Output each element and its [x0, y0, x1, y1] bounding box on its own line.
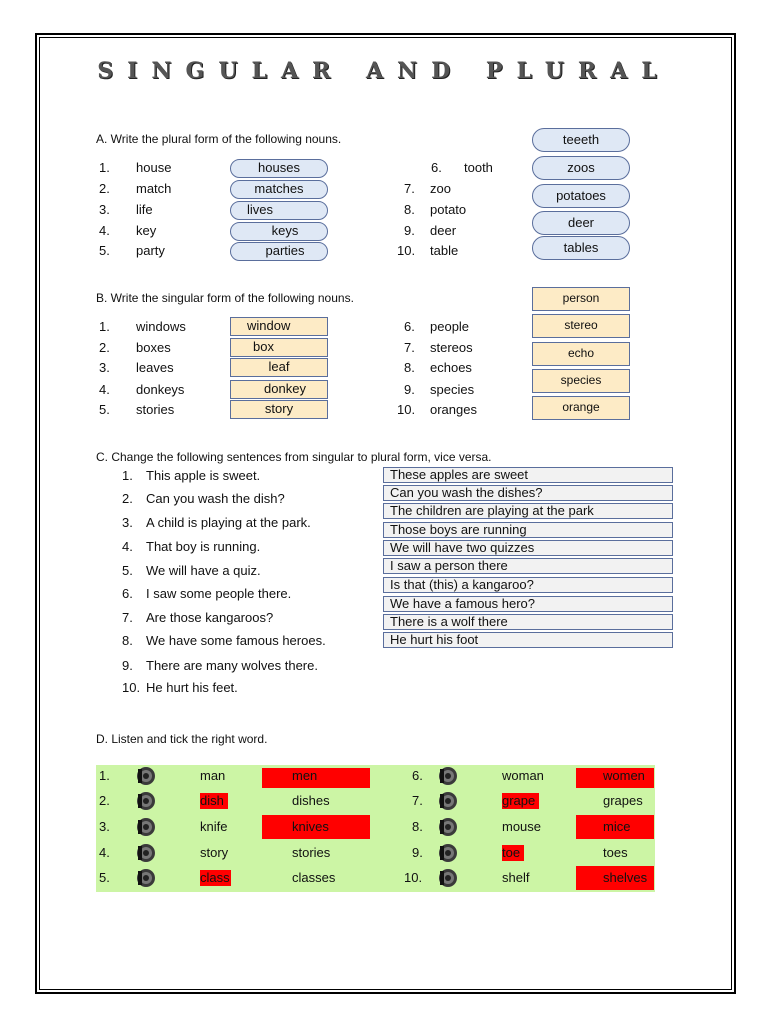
a-num-6: 6.	[431, 160, 442, 175]
b-num-2: 2.	[99, 340, 110, 355]
b-word-6: people	[430, 319, 470, 334]
c-answer-5[interactable]: We will have two quizzes	[383, 540, 673, 556]
c-sentence-8: We have some famous heroes.	[146, 633, 326, 648]
a-answer-1[interactable]: houses	[230, 159, 328, 178]
a-num-5: 5.	[99, 243, 110, 258]
section-b-instruction: B. Write the singular form of the following nouns.	[96, 291, 354, 305]
b-word-4: donkeys	[136, 382, 185, 397]
a-num-8: 8.	[404, 202, 415, 217]
speaker-icon[interactable]	[438, 817, 458, 837]
c-answer-4[interactable]: Those boys are running	[383, 522, 673, 538]
page-title: SINGULAR AND PLURAL	[97, 58, 671, 84]
b-answer-5[interactable]: story	[230, 400, 328, 419]
b-answer-9[interactable]: species	[532, 369, 630, 393]
c-answer-2[interactable]: Can you wash the dishes?	[383, 485, 673, 501]
b-answer-7[interactable]: stereo	[532, 314, 630, 338]
c-sentence-6: I saw some people there.	[146, 586, 292, 601]
speaker-icon[interactable]	[438, 791, 458, 811]
speaker-icon[interactable]	[438, 843, 458, 863]
b-num-8: 8.	[404, 360, 415, 375]
b-word-5: stories	[136, 402, 175, 417]
d-word-story[interactable]: story	[200, 845, 229, 860]
section-a-instruction: A. Write the plural form of the following nouns.	[96, 132, 342, 146]
speaker-icon[interactable]	[136, 868, 156, 888]
d-num-9: 9.	[412, 845, 423, 860]
d-word-mouse[interactable]: mouse	[502, 819, 542, 834]
c-sentence-9: There are many wolves there.	[146, 658, 318, 673]
c-answer-10[interactable]: He hurt his foot	[383, 632, 673, 648]
a-word-4: key	[136, 223, 157, 238]
a-answer-6[interactable]: teeeth	[532, 128, 630, 152]
d-word-mice[interactable]: mice	[603, 819, 631, 834]
b-answer-8[interactable]: echo	[532, 342, 630, 366]
d-num-8: 8.	[412, 819, 423, 834]
d-num-6: 6.	[412, 768, 423, 783]
c-sentence-7: Are those kangaroos?	[146, 610, 274, 625]
d-word-knife[interactable]: knife	[200, 819, 228, 834]
speaker-icon[interactable]	[438, 766, 458, 786]
d-word-toe[interactable]: toe	[502, 845, 521, 860]
a-num-1: 1.	[99, 160, 110, 175]
a-word-2: match	[136, 181, 172, 196]
a-num-4: 4.	[99, 223, 110, 238]
b-answer-4[interactable]: donkey	[230, 380, 328, 399]
c-num-8: 8.	[122, 633, 133, 648]
b-num-4: 4.	[99, 382, 110, 397]
b-word-7: stereos	[430, 340, 473, 355]
c-answer-1[interactable]: These apples are sweet	[383, 467, 673, 483]
b-word-2: boxes	[136, 340, 171, 355]
d-num-7: 7.	[412, 793, 423, 808]
a-answer-9[interactable]: deer	[532, 211, 630, 235]
b-answer-6[interactable]: person	[532, 287, 630, 311]
a-word-9: deer	[430, 223, 457, 238]
speaker-icon[interactable]	[136, 766, 156, 786]
c-num-6: 6.	[122, 586, 133, 601]
d-num-1: 1.	[99, 768, 110, 783]
d-word-stories[interactable]: stories	[292, 845, 331, 860]
d-word-shelves[interactable]: shelves	[603, 870, 648, 885]
a-answer-7[interactable]: zoos	[532, 156, 630, 180]
a-word-8: potato	[430, 202, 467, 217]
listen-table	[96, 765, 655, 892]
d-word-classes[interactable]: classes	[292, 870, 336, 885]
speaker-icon[interactable]	[136, 817, 156, 837]
c-num-7: 7.	[122, 610, 133, 625]
c-num-2: 2.	[122, 491, 133, 506]
c-answer-9[interactable]: There is a wolf there	[383, 614, 673, 630]
a-word-7: zoo	[430, 181, 451, 196]
c-sentence-10: He hurt his feet.	[146, 680, 238, 695]
d-word-knives[interactable]: knives	[292, 819, 329, 834]
c-num-9: 9.	[122, 658, 133, 673]
b-num-6: 6.	[404, 319, 415, 334]
a-num-10: 10.	[397, 243, 416, 258]
a-num-3: 3.	[99, 202, 110, 217]
b-word-10: oranges	[430, 402, 477, 417]
b-word-1: windows	[136, 319, 186, 334]
c-num-4: 4.	[122, 539, 133, 554]
b-word-8: echoes	[430, 360, 472, 375]
a-word-10: table	[430, 243, 459, 258]
d-word-men[interactable]: men	[292, 768, 318, 783]
a-answer-8[interactable]: potatoes	[532, 184, 630, 208]
d-word-class[interactable]: class	[200, 870, 230, 885]
a-answer-10[interactable]: tables	[532, 236, 630, 260]
a-answer-2[interactable]: matches	[230, 180, 328, 199]
b-answer-2[interactable]: box	[230, 338, 328, 357]
c-num-1: 1.	[122, 468, 133, 483]
d-word-shelf[interactable]: shelf	[502, 870, 530, 885]
c-answer-7[interactable]: Is that (this) a kangaroo?	[383, 577, 673, 593]
a-word-3: life	[136, 202, 153, 217]
a-num-7: 7.	[404, 181, 415, 196]
a-num-9: 9.	[404, 223, 415, 238]
c-num-3: 3.	[122, 515, 133, 530]
d-word-women[interactable]: women	[603, 768, 645, 783]
b-answer-10[interactable]: orange	[532, 396, 630, 420]
d-word-man[interactable]: man	[200, 768, 226, 783]
c-answer-3[interactable]: The children are playing at the park	[383, 503, 673, 519]
c-num-10: 10.	[122, 680, 141, 695]
speaker-icon[interactable]	[136, 791, 156, 811]
d-word-woman[interactable]: woman	[502, 768, 544, 783]
b-num-5: 5.	[99, 402, 110, 417]
a-word-6: tooth	[464, 160, 493, 175]
c-num-5: 5.	[122, 563, 133, 578]
b-answer-3[interactable]: leaf	[230, 358, 328, 377]
a-word-1: house	[136, 160, 172, 175]
a-answer-4[interactable]: keys	[230, 222, 328, 241]
b-word-9: species	[430, 382, 475, 397]
section-c-instruction: C. Change the following sentences from singular to plural form, vice versa.	[96, 450, 492, 464]
b-num-10: 10.	[397, 402, 416, 417]
b-num-9: 9.	[404, 382, 415, 397]
b-num-7: 7.	[404, 340, 415, 355]
speaker-icon[interactable]	[438, 868, 458, 888]
a-num-2: 2.	[99, 181, 110, 196]
speaker-icon[interactable]	[136, 843, 156, 863]
c-sentence-2: Can you wash the dish?	[146, 491, 285, 506]
d-word-grape[interactable]: grape	[502, 793, 536, 808]
c-sentence-5: We will have a quiz.	[146, 563, 261, 578]
d-word-dishes[interactable]: dishes	[292, 793, 330, 808]
a-answer-5[interactable]: parties	[230, 242, 328, 261]
d-num-3: 3.	[99, 819, 110, 834]
c-sentence-4: That boy is running.	[146, 539, 261, 554]
d-num-5: 5.	[99, 870, 110, 885]
b-num-3: 3.	[99, 360, 110, 375]
d-word-dish[interactable]: dish	[200, 793, 224, 808]
d-word-grapes[interactable]: grapes	[603, 793, 643, 808]
b-answer-1[interactable]: window	[230, 317, 328, 336]
d-num-4: 4.	[99, 845, 110, 860]
c-sentence-3: A child is playing at the park.	[146, 515, 311, 530]
b-word-3: leaves	[136, 360, 174, 375]
a-answer-3[interactable]: lives	[230, 201, 328, 220]
b-num-1: 1.	[99, 319, 110, 334]
section-d-instruction: D. Listen and tick the right word.	[96, 732, 268, 746]
d-num-2: 2.	[99, 793, 110, 808]
c-answer-6[interactable]: I saw a person there	[383, 558, 673, 574]
c-sentence-1: This apple is sweet.	[146, 468, 261, 483]
d-word-toes[interactable]: toes	[603, 845, 628, 860]
a-word-5: party	[136, 243, 165, 258]
c-answer-8[interactable]: We have a famous hero?	[383, 596, 673, 612]
d-num-10: 10.	[404, 870, 423, 885]
